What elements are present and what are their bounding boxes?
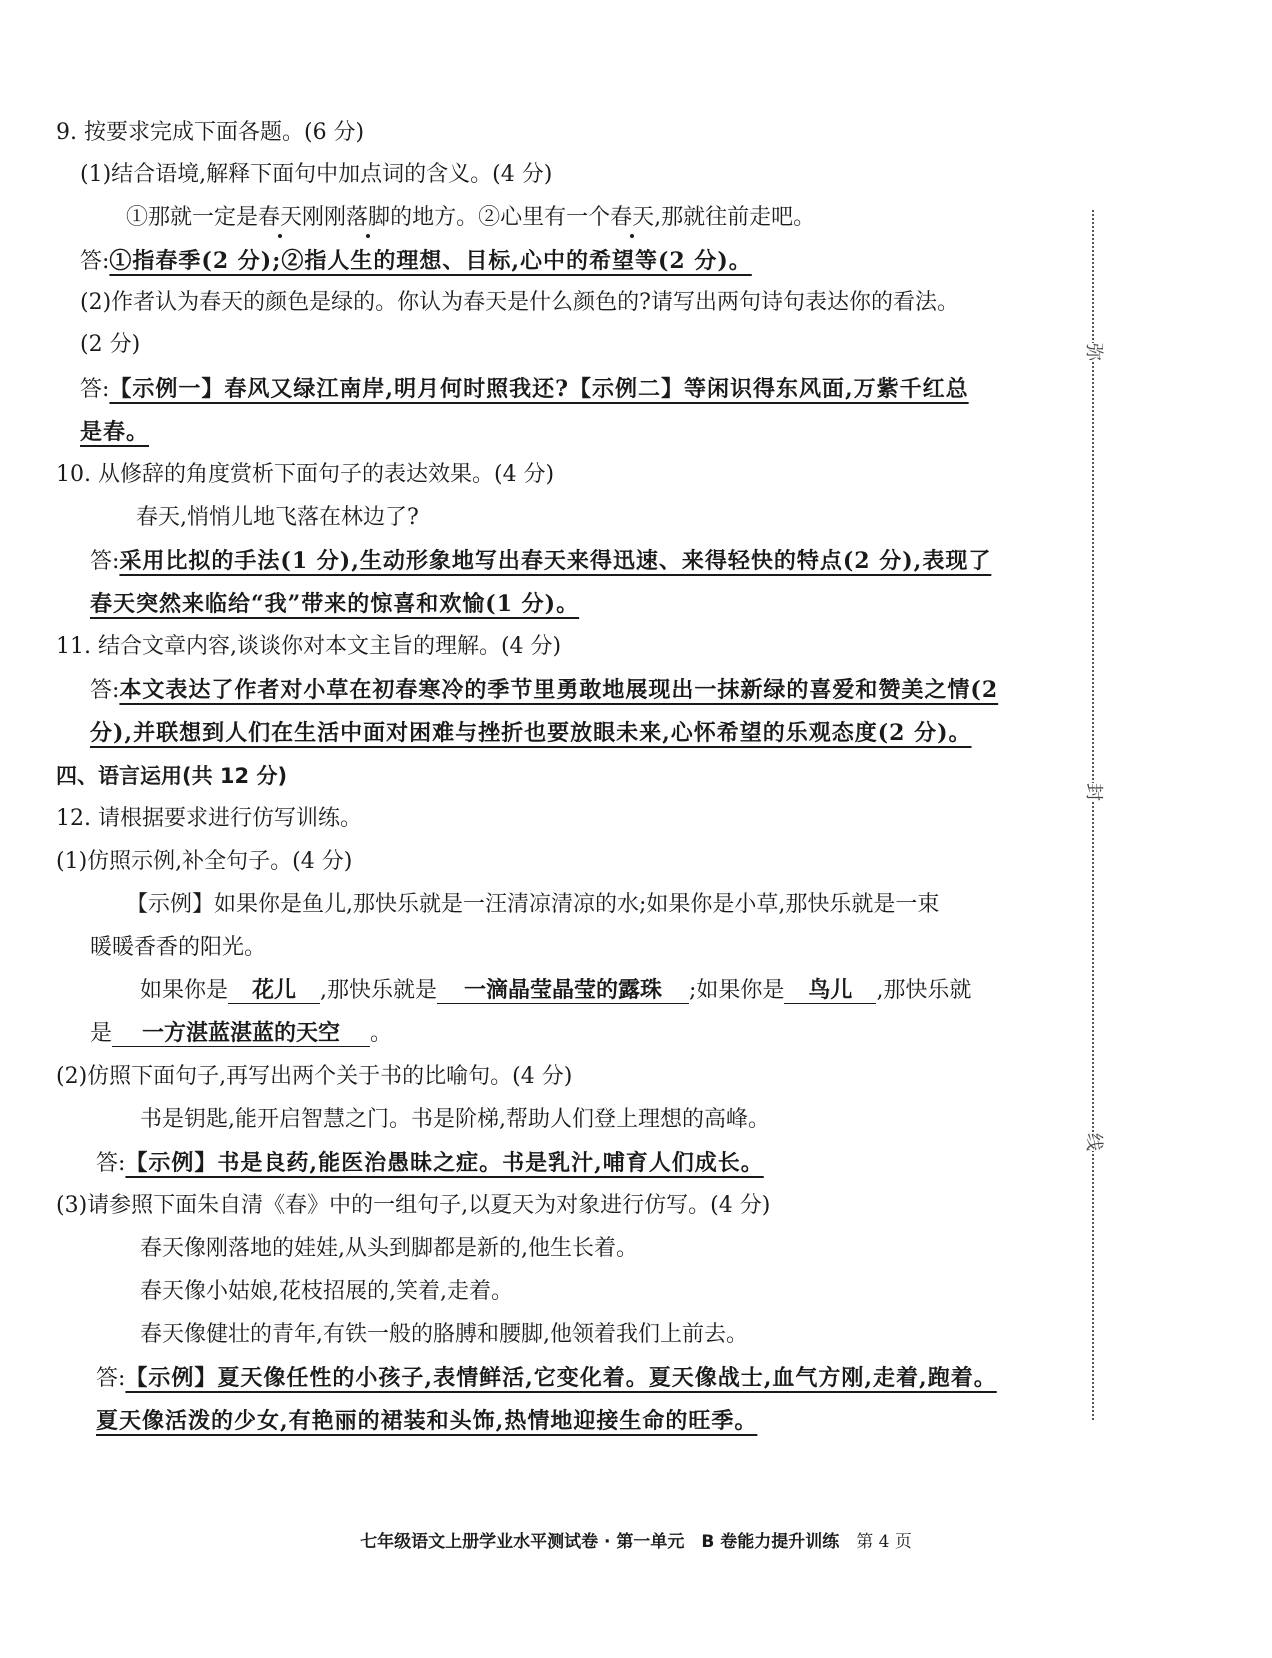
fill-text: 如果你是: [140, 978, 229, 1003]
q9-title: 9. 按要求完成下面各题。(6 分): [56, 120, 365, 145]
q12-sub1-prompt: (1)仿照示例,补全句子。(4 分): [56, 849, 353, 874]
answer-text: 采用比拟的手法(1 分),生动形象地写出春天来得迅速、来得轻快的特点(2 分),表现了: [119, 548, 992, 574]
dotted-word: 春天: [610, 203, 654, 233]
q12-sub3-answer-line2: [96, 1406, 757, 1437]
fill-text: 是: [90, 1021, 113, 1046]
section-4-heading: 四、语言运用(共 12 分): [56, 764, 288, 788]
q10-answer-line2: [90, 589, 579, 620]
answer-text: 【示例】夏天像任性的小孩子,表情鲜活,它变化着。夏天像战士,血气方刚,走着,跑着。: [125, 1365, 997, 1391]
q10-title: 10. 从修辞的角度赏析下面句子的表达效果。(4 分): [56, 462, 555, 487]
q12-sub3-line2: 春天像小姑娘,花枝招展的,笑着,走着。: [140, 1279, 513, 1304]
q12-sub1-example-line2: 暖暖香香的阳光。: [90, 935, 267, 960]
sentence-text: 刚刚: [302, 205, 347, 230]
q9-sub1-prompt: (1)结合语境,解释下面句中加点词的含义。(4 分): [80, 162, 553, 187]
q12-sub1-fill-line2: [90, 1019, 392, 1049]
answer-label: 答:: [80, 377, 110, 402]
sentence-text: ,那就往前走吧。: [654, 205, 816, 230]
q9-sub2-answer-line2: [80, 417, 149, 448]
sentence-text: ①那就一定是: [126, 205, 259, 230]
answer-label: 答:: [90, 678, 120, 703]
answer-text: 【示例一】春风又绿江南岸,明月何时照我还?【示例二】等闲识得东风面,万紫千红总: [109, 376, 969, 402]
answer-label: 答:: [80, 249, 110, 274]
answer-text: 是春。: [80, 419, 150, 445]
answer-label: 答:: [96, 1366, 126, 1391]
sentence-text: 的地方。②心里有一个: [390, 205, 611, 230]
fill-text: ,那快乐就: [876, 978, 972, 1003]
fill-text: ;如果你是: [689, 978, 785, 1003]
q12-sub1-fill-line1: [140, 976, 971, 1006]
q11-answer-line1: [90, 675, 998, 706]
q9-sub2-prompt-line2: (2 分): [80, 332, 141, 357]
q12-sub1-example-line1: 【示例】如果你是鱼儿,那快乐就是一汪清凉清凉的水;如果你是小草,那快乐就是一束: [126, 892, 940, 917]
answer-text: ①指春季(2 分);②指人生的理想、目标,心中的希望等(2 分)。: [109, 248, 752, 274]
answer-label: 答:: [90, 549, 120, 574]
q11-title: 11. 结合文章内容,谈谈你对本文主旨的理解。(4 分): [56, 634, 562, 659]
q9-sub2-answer-line1: [80, 374, 969, 405]
q9-sub1-sentence: [126, 203, 815, 233]
q10-sentence: 春天,悄悄儿地飞落在林边了?: [136, 505, 419, 530]
fill-blank: 花儿: [228, 977, 320, 1004]
q9-sub2-prompt-line1: (2)作者认为春天的颜色是绿的。你认为春天是什么颜色的?请写出两句诗句表达你的看法。: [80, 290, 959, 315]
q12-sub3-prompt: (3)请参照下面朱自清《春》中的一组句子,以夏天为对象进行仿写。(4 分): [56, 1193, 771, 1218]
answer-text: 夏天像活泼的少女,有艳丽的裙装和头饰,热情地迎接生命的旺季。: [96, 1408, 758, 1434]
page-footer: [0, 1527, 1272, 1552]
answer-label: 答:: [96, 1151, 126, 1176]
dotted-word: 春天: [258, 203, 302, 233]
dotted-word: 落脚: [346, 203, 390, 233]
seal-char-1: 弥: [1083, 343, 1104, 361]
fill-blank: 鸟儿: [784, 977, 876, 1004]
fill-text: 。: [370, 1021, 393, 1046]
seal-line: [1092, 210, 1094, 1420]
q11-answer-line2: [90, 718, 972, 749]
seal-char-2: 封: [1083, 783, 1104, 801]
answer-text: 【示例】书是良药,能医治愚昧之症。书是乳汁,哺育人们成长。: [125, 1150, 764, 1176]
fill-blank: 一方湛蓝湛蓝的天空: [112, 1020, 370, 1047]
fill-blank: 一滴晶莹晶莹的露珠: [437, 977, 689, 1004]
q12-sub3-line3: 春天像健壮的青年,有铁一般的胳膊和腰脚,他领着我们上前去。: [140, 1322, 748, 1347]
q12-sub2-sentence: 书是钥匙,能开启智慧之门。书是阶梯,帮助人们登上理想的高峰。: [140, 1107, 770, 1132]
answer-text: 分),并联想到人们在生活中面对困难与挫折也要放眼未来,心怀希望的乐观态度(2 分)。: [90, 720, 972, 746]
q12-sub3-line1: 春天像刚落地的娃娃,从头到脚都是新的,他生长着。: [140, 1236, 638, 1261]
answer-text: 春天突然来临给“我”带来的惊喜和欢愉(1 分)。: [90, 591, 580, 617]
answer-text: 本文表达了作者对小草在初春寒冷的季节里勇敢地展现出一抹新绿的喜爱和赞美之情(2: [119, 677, 999, 703]
q12-sub3-answer-line1: [96, 1363, 997, 1394]
q12-title: 12. 请根据要求进行仿写训练。: [56, 806, 362, 831]
q10-answer-line1: [90, 546, 991, 577]
q9-sub1-answer: [80, 246, 752, 277]
fill-text: ,那快乐就是: [320, 978, 438, 1003]
page-number: 第 4 页: [856, 1532, 912, 1552]
seal-char-3: 线: [1083, 1133, 1104, 1151]
q12-sub2-answer: [96, 1148, 764, 1179]
footer-title: 七年级语文上册学业水平测试卷 · 第一单元 B 卷能力提升训练: [360, 1532, 840, 1552]
q12-sub2-prompt: (2)仿照下面句子,再写出两个关于书的比喻句。(4 分): [56, 1064, 573, 1089]
